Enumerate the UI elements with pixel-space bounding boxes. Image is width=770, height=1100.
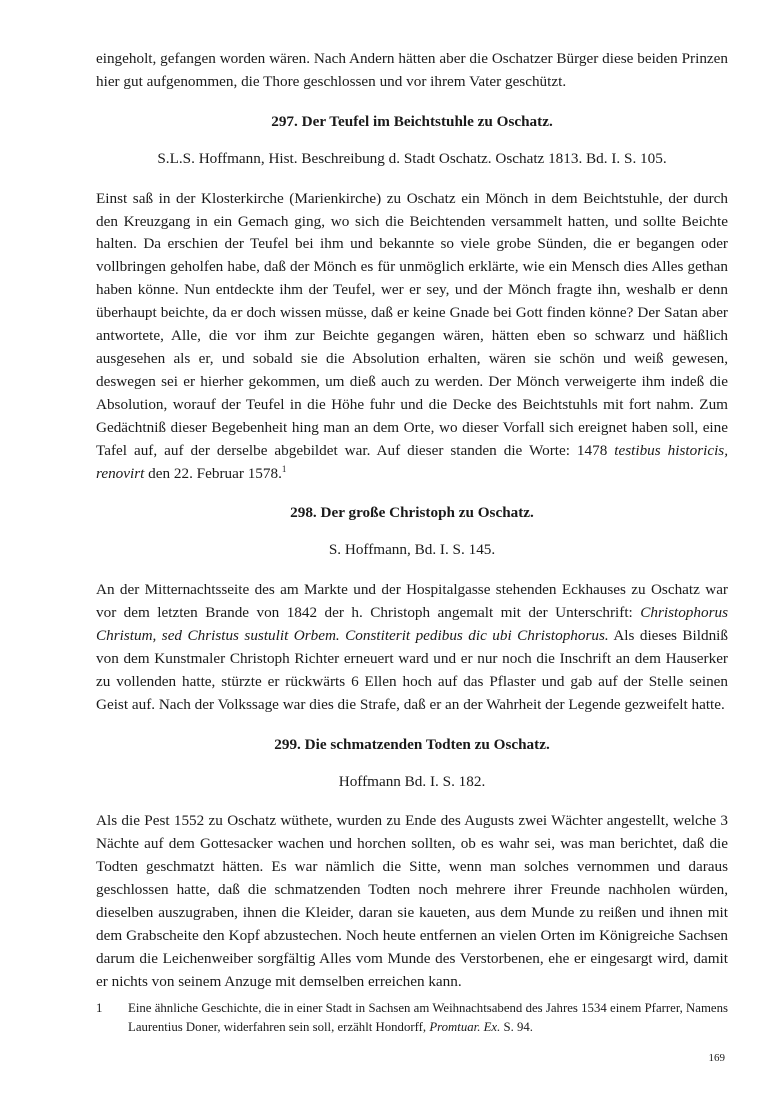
footnote-number: 1	[96, 1000, 103, 1015]
section-298-italic: Christophorus Christum, sed Christus sustulit Orbem. Constiterit pedibus dic ubi Christophorus.	[96, 604, 729, 645]
section-299-body: Als die Pest 1552 zu Oschatz wüthete, wurden zu Ende des Augusts zwei Wächter angestellt, welche 3 Nächte auf dem Gottesacker wachen und horchen sollten, ob es wahr sei, was man berichtet, daß die Todten geschmatzt hätten. Es war nämlich die Sitte, wenn man solches vernommen und daraus geschlossen hatte, daß die schmatzenden Todten noch mehrere ihrer Freunde nachholen würden, dieselben auszugraben, ihnen die Kleider, daran sie kaueten, aus dem Munde zu reißen und ihnen mit dem Grabscheite den Kopf abzustechen. Noch heute entfernen an vielen Orten im Königreiche Sachsen darum die Leichenweiber sorgfältig Alles vom Munde des Verstorbenen, ehe er eingesargt wird, damit er nichts von seinem Anzuge mit demselben erreichen kann.	[96, 812, 728, 990]
page-body	[96, 48, 728, 1038]
footnote-text-end: S. 94.	[503, 1020, 534, 1035]
section-297-text-end: den 22. Februar 1578.	[148, 464, 282, 482]
section-298-text: An der Mitternachtsseite des am Markte und der Hospitalgasse stehenden Eckhauses zu Oschatz war vor dem letzten Brande von 1842 der h. Christoph angemalt mit der Unterschrift:	[96, 581, 728, 622]
section-299-source: Hoffmann Bd. I. S. 182.	[338, 772, 486, 790]
footnote	[96, 999, 728, 1038]
footnote-italic: Promtuar. Ex.	[429, 1020, 501, 1035]
section-298-body	[96, 579, 728, 716]
section-297-text: Einst saß in der Klosterkirche (Marienkirche) zu Oschatz ein Mönch in dem Beichtstuhle, der durch den Kreuzgang in ein Gemach ging, wo sich die Beichtenden versammelt hatten, und sollte Beichte halten. Da erschien der Teufel bei ihm und bekannte so viele grobe Sünden, die er begangen oder vollbringen geholfen habe, daß der Mönch es für unmöglich erklärte, wie ein Mensch dies Alles gethan haben könne. Nun entdeckte ihm der Teufel, wer er sey, und der Mönch fragte ihn, weshalb er denn überhaupt beichte, da er doch wissen müsse, daß er keine Gnade bei Gott finden könne? Der Satan aber antwortete, Alle, die vor ihm zur Beichte gegangen wären, hätten eben so schwarz und häßlich ausgesehen als er, und sobald sie die Absolution erhalten, wären sie schön und weiß gewesen, deswegen sei er hierher gekommen, um dieß auch zu werden. Der Mönch verweigerte ihm indeß die Absolution, worauf der Teufel in die Höhe fuhr und die Decke des Beichtstuhls mit fort nahm. Zum Gedächtniß dieser Begebenheit hing man an dem Orte, wo dieser Vorfall sich ereignet haben soll, eine Tafel auf, auf der derselbe abgebildet war. Auf dieser standen die Worte: 1478	[96, 189, 728, 459]
page-number: 169	[708, 1052, 725, 1064]
section-298-text-end: Als dieses Bildniß von dem Kunstmaler Christoph Richter erneuert ward und er nur noch die Inschrift an dem Hauserker zu vollenden hatte, stürzte er rückwärts 6 Ellen hoch auf das Pflaster und gab auf der Stelle seinen Geist auf. Nach der Volkssage war dies die Strafe, daß er an der Wahrheit der Legende gezweifelt hatte.	[96, 627, 728, 713]
section-297-title: 297. Der Teufel im Beichtstuhle zu Oschatz.	[271, 112, 553, 130]
section-298-source: S. Hoffmann, Bd. I. S. 145.	[328, 541, 496, 559]
section-297-italic: testibus historicis, renovirt	[96, 441, 729, 482]
section-298-title: 298. Der große Christoph zu Oschatz.	[290, 504, 534, 522]
footnote-ref[interactable]: 1	[281, 463, 287, 474]
section-299-title: 299. Die schmatzenden Todten zu Oschatz.	[274, 735, 550, 753]
footnote-text	[128, 999, 728, 1038]
section-297-body	[96, 188, 728, 486]
footnote-text-start: Eine ähnliche Geschichte, die in einer Stadt in Sachsen am Weihnachtsabend des Jahres 1534 einem Pfarrer, Namens Laurentius Doner, widerfahren sein soll, erzählt Hondorff,	[128, 1000, 728, 1035]
section-297-source: S.L.S. Hoffmann, Hist. Beschreibung d. Stadt Oschatz. Oschatz 1813. Bd. I. S. 105.	[157, 149, 667, 167]
intro-paragraph: eingeholt, gefangen worden wären. Nach Andern hätten aber die Oschatzer Bürger diese beiden Prinzen hier gut aufgenommen, die Thore geschlossen und vor ihrem Vater geschützt.	[96, 50, 728, 90]
